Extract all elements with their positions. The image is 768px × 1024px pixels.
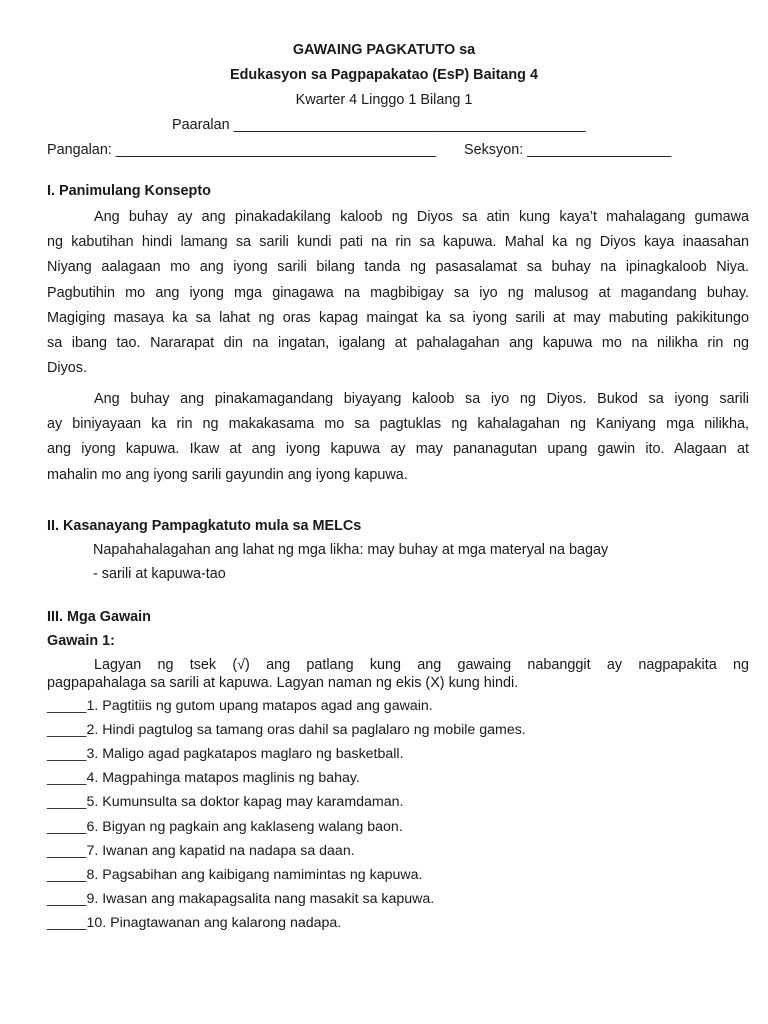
gawain-1-heading: Gawain 1: (47, 633, 115, 649)
seksyon-field[interactable]: Seksyon: __________________ (464, 142, 672, 158)
quarter-week-label: Kwarter 4 Linggo 1 Bilang 1 (295, 92, 473, 108)
melc-statement: Napahahalagahan ang lahat ng mga likha: may buhay at mga materyal na bagay (93, 542, 609, 558)
melc-subitem: - sarili at kapuwa-tao (93, 566, 226, 582)
instruction-line: Lagyan ng tsek (√) ang patlang kung ang gawaing nabanggit ay nagpapakita ng (94, 657, 749, 673)
pangalan-field[interactable]: Pangalan: ________________________________________ (47, 142, 436, 158)
checklist-item-3[interactable]: _____3. Maligo agad pagkatapos maglaro ng basketball. (47, 746, 404, 762)
paragraph-line: Diyos. (47, 360, 87, 377)
checklist-item-4[interactable]: _____4. Magpahinga matapos maglinis ng bahay. (47, 770, 360, 786)
worksheet-title: GAWAING PAGKATUTO sa (292, 42, 476, 58)
section-1-paragraph-1 (47, 205, 749, 381)
checklist-item-8[interactable]: _____8. Pagsabihan ang kaibigang namimintas ng kapuwa. (47, 867, 423, 883)
paragraph-line: ay biniyayaan ka rin ng makakasama mo sa pagtuklas ng kahalagahan ng Kaniyang mga nilikha, (47, 416, 749, 433)
paragraph-line: Ang buhay ang pinakamagandang biyayang kaloob sa iyo ng Diyos. Bukod sa iyong sarili (94, 391, 749, 407)
paragraph-line: mahalin mo ang iyong sarili gayundin ang iyong kapuwa. (47, 466, 408, 483)
checklist-item-2[interactable]: _____2. Hindi pagtulog sa tamang oras dahil sa paglalaro ng mobile games. (47, 722, 526, 738)
section-2-heading: II. Kasanayang Pampagkatuto mula sa MELCs (47, 518, 362, 534)
paragraph-line: Niyang aalagaan mo ang iyong sarili bilang tanda ng pasasalamat sa buhay na ipinagkaloob Niya. (47, 259, 749, 276)
instruction-line: pagpapahalaga sa sarili at kapuwa. Lagyan naman ng ekis (X) kung hindi. (47, 675, 519, 691)
checklist-item-5[interactable]: _____5. Kumunsulta sa doktor kapag may karamdaman. (47, 794, 404, 810)
paragraph-line: ang iyong kapuwa. Ikaw at ang iyong kapuwa ay may pananagutan upang gawin ito. Alagaan at (47, 441, 749, 458)
subject-title: Edukasyon sa Pagpapakatao (EsP) Baitang 4 (230, 67, 538, 83)
checklist-item-6[interactable]: _____6. Bigyan ng pagkain ang kaklaseng walang baon. (47, 819, 403, 835)
checklist-item-7[interactable]: _____7. Iwanan ang kapatid na nadapa sa daan. (47, 843, 355, 859)
section-3-heading: III. Mga Gawain (47, 609, 151, 625)
checklist-item-9[interactable]: _____9. Iwasan ang makapagsalita nang masakit sa kapuwa. (47, 891, 435, 907)
paragraph-line: sa ibang tao. Nararapat din na ingatan, igalang at pahalagahan ang kapuwa mo na nilikha rin ng (47, 334, 749, 351)
paaralan-field[interactable]: Paaralan ____________________________________________ (172, 117, 586, 133)
paragraph-line: Pagbutihin mo ang iyong mga ginagawa na magbibigay sa iyo ng malusog at magandang buhay. (47, 284, 749, 301)
paragraph-line: Ang buhay ay ang pinakadakilang kaloob ng Diyos sa atin kung kaya’t mahalagang gumawa (94, 209, 749, 225)
paragraph-line: Magiging masaya ka sa lahat ng oras kapag maingat ka sa iyong sarili at may mabuting pakikitungo (47, 309, 749, 326)
paragraph-line: ng kabutihan hindi lamang sa sarili kundi pati na rin sa kapuwa. Mahal ka ng Diyos kaya inaasahan (47, 234, 749, 251)
section-1-heading: I. Panimulang Konsepto (47, 183, 211, 199)
checklist-item-10[interactable]: _____10. Pinagtawanan ang kalarong nadapa. (47, 915, 342, 931)
checklist-item-1[interactable]: _____1. Pagtitiis ng gutom upang matapos agad ang gawain. (47, 698, 433, 714)
section-1-paragraph-2 (47, 387, 749, 488)
gawain-1-instructions (47, 656, 749, 692)
